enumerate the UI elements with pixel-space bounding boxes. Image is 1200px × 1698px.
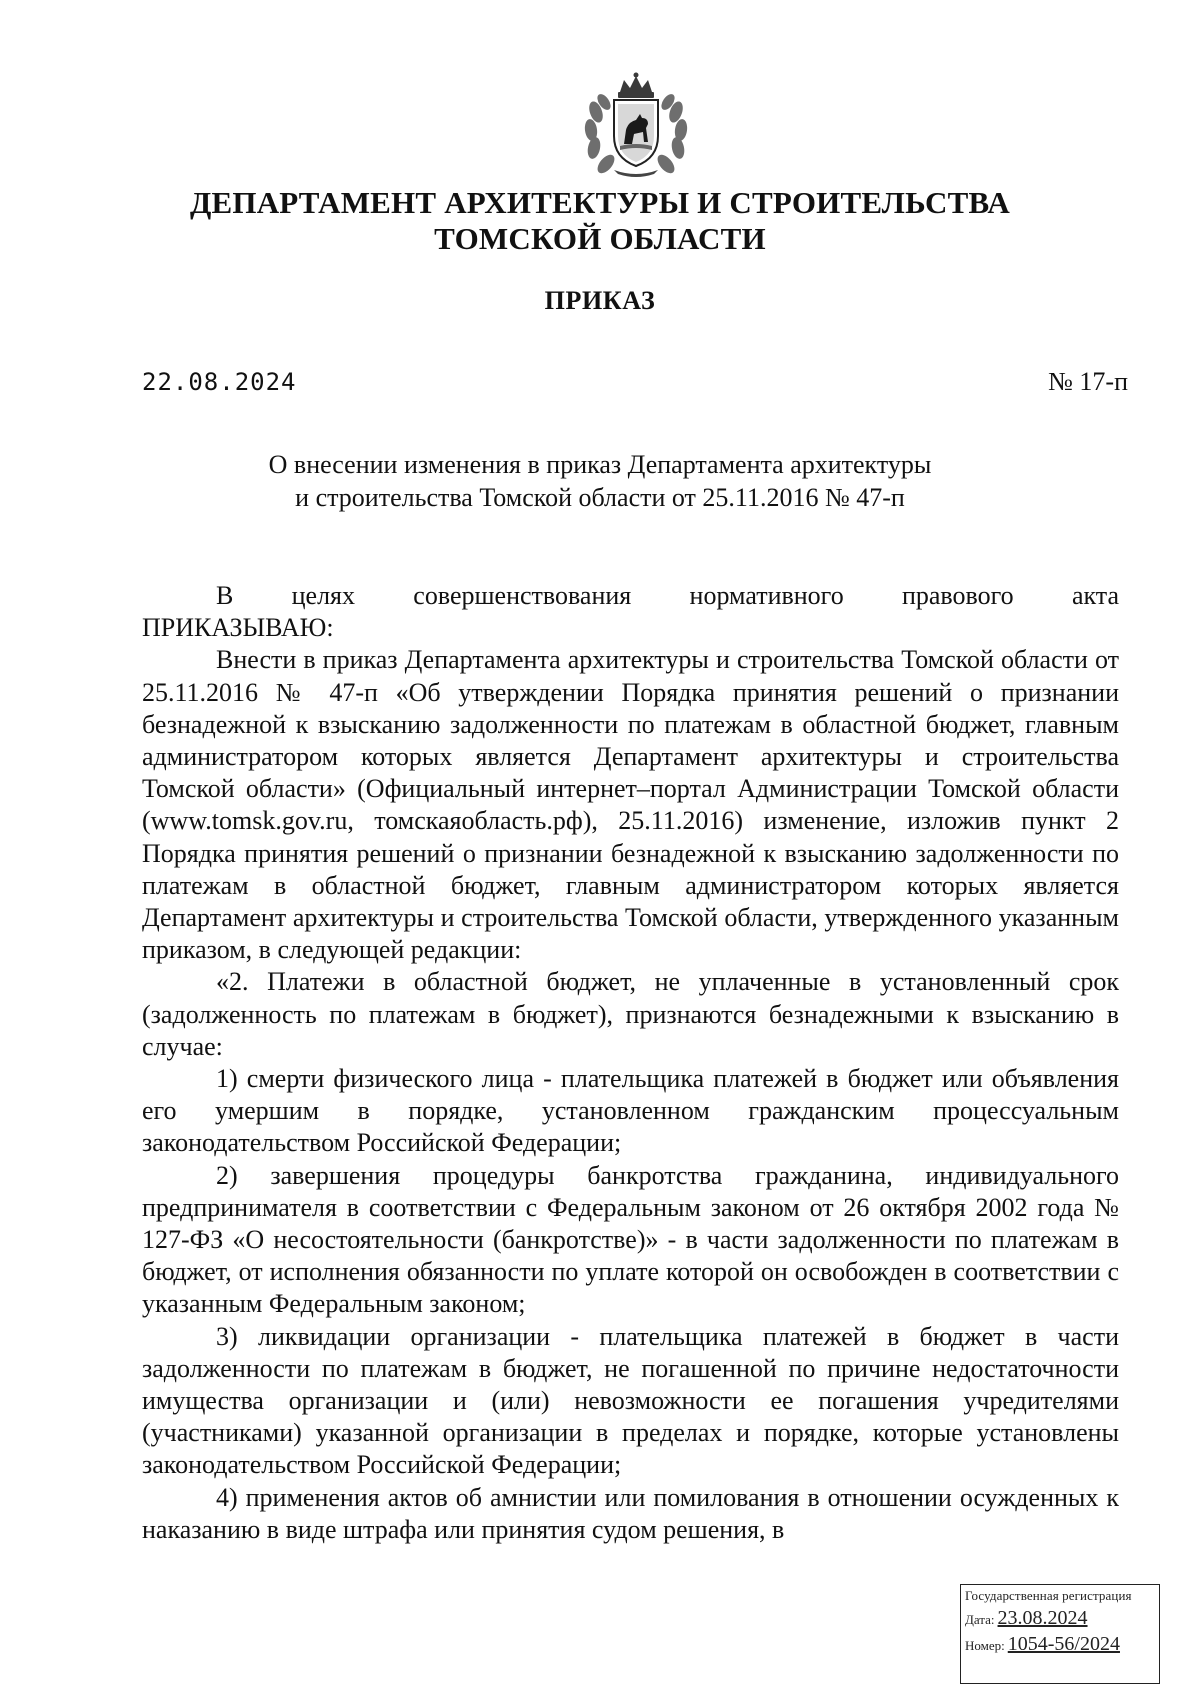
paragraph-clause-2: «2. Платежи в областной бюджет, не уплаченные в установленный срок (задолженность по платежам в бюджет), признаются безнадежными к взысканию в случае: [142,967,1119,1061]
coat-of-arms-icon [580,72,692,178]
list-item-2: 2) завершения процедуры банкротства гражданина, индивидуального предпринимателя в соответствии с Федеральным законом от 26 октября 2002 года № 127-ФЗ «О несостоятельности (банкротстве)» - в части задолженности по платежам в бюджет, от исполнения обязанности по уплате которой он освобожден в соответствии с указанным Федеральным законом; [142,1160,1119,1319]
registration-date-label: Дата: [965,1612,995,1627]
order-directive: ПРИКАЗЫВАЮ: [142,613,334,643]
order-subject-line1: О внесении изменения в приказ Департамента архитектуры [268,450,932,479]
list-item-1: 1) смерти физического лица - плательщика платежей в бюджет или объявления его умершим в порядке, установленном гражданским процессуальным законодательством Российской Федерации; [142,1064,1119,1158]
department-title [0,185,1200,257]
order-subject-line2: и строительства Томской области от 25.11.2016 № 47-п [295,483,905,512]
registration-number-label: Номер: [965,1638,1005,1653]
registration-number-value: 1054-56/2024 [1007,1633,1120,1655]
registration-date-value: 23.08.2024 [997,1607,1088,1629]
paragraph-main: Внести в приказ Департамента архитектуры и строительства Томской области от 25.11.2016 № 47-п «Об утверждении Порядка принятия решений о признании безнадежной к взысканию задолженности по платежам в областной бюджет, главным администратором которых является Департамент архитектуры и строительства Томской области» (Официальный интернет–портал Администрации Томской области (www.tomsk.gov.ru, томскаяобласть.рф), 25.11.2016) изменение, изложив пункт 2 Порядка принятия решений о признании безнадежной к взысканию задолженности по платежам в областной бюджет, главным администратором которых является Департамент архитектуры и строительства Томской области, утвержденного указанным приказом, в следующей редакции: [142,645,1119,965]
registration-stamp [960,1584,1160,1684]
list-item-4: 4) применения актов об амнистии или помилования в отношении осужденных к наказанию в виде штрафа или принятия судом решения, в [142,1482,1119,1544]
order-subject [0,448,1200,514]
order-date: 22.08.2024 [142,368,297,396]
registration-date-row [965,1605,1155,1631]
document-body [142,580,1119,1546]
department-title-line1: ДЕПАРТАМЕНТ АРХИТЕКТУРЫ И СТРОИТЕЛЬСТВА [189,185,1011,220]
department-title-line2: ТОМСКОЙ ОБЛАСТИ [434,221,766,256]
preamble-line: В целях совершенствования нормативного правового акта [216,581,1119,610]
order-number: № 17-п [1048,367,1128,396]
registration-stamp-heading: Государственная регистрация [965,1588,1132,1603]
registration-number-row [965,1631,1155,1657]
document-type: ПРИКАЗ [544,286,656,315]
list-item-3: 3) ликвидации организации - плательщика платежей в бюджет в части задолженности по платежам в бюджет, не погашенной по причине недостаточности имущества организации и (или) невозможности ее погашения учредителями (участниками) указанной организации в пределах и порядке, которые установлены законодательством Российской Федерации; [142,1321,1119,1480]
